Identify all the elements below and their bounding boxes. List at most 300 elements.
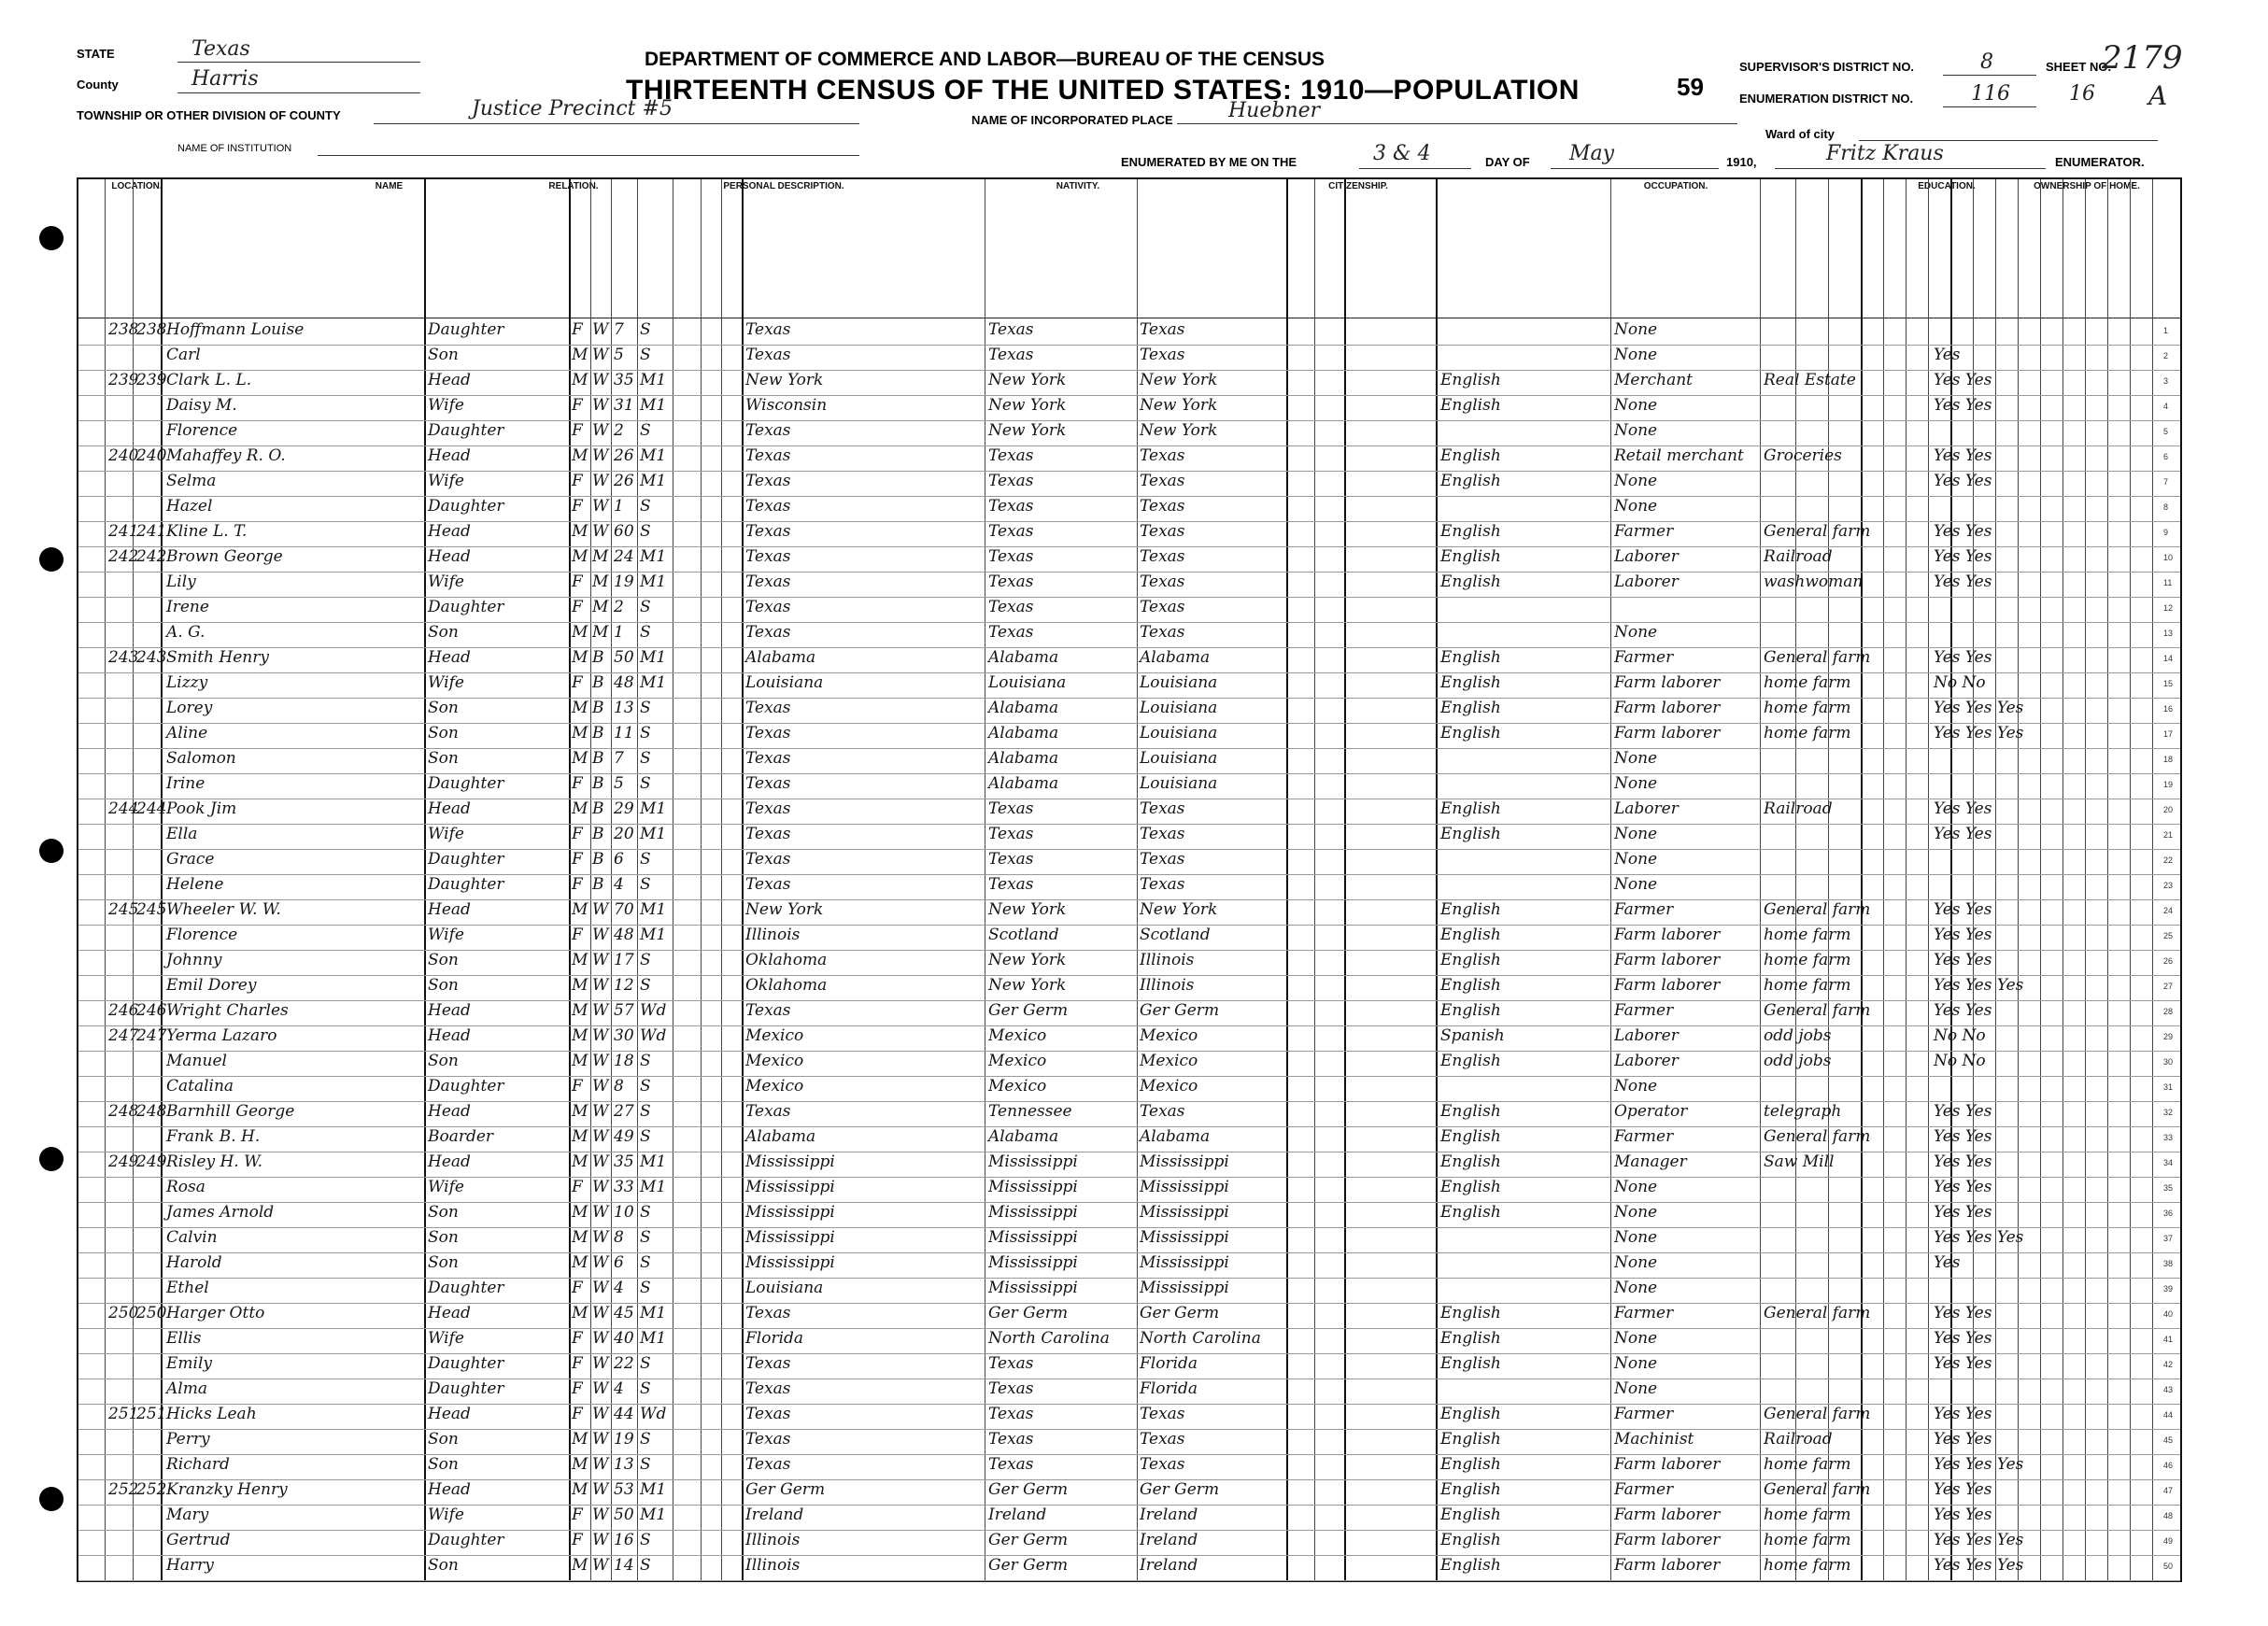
marital-status: M1 xyxy=(640,446,667,465)
race: W xyxy=(592,1052,609,1070)
person-name: Kline L. T. xyxy=(166,522,248,541)
dwelling-number xyxy=(108,496,135,517)
birthplace: Ger Germ xyxy=(745,1480,826,1499)
education: Yes Yes xyxy=(1934,547,1992,566)
industry: home farm xyxy=(1764,1455,1851,1474)
person-name: Mahaffey R. O. xyxy=(166,446,286,465)
mother-birthplace: Mississippi xyxy=(1140,1203,1229,1222)
age: 57 xyxy=(614,1001,634,1020)
mother-birthplace: Texas xyxy=(1140,825,1185,843)
birthplace: Texas xyxy=(745,421,791,440)
age: 4 xyxy=(614,1279,624,1297)
table-row xyxy=(78,824,2180,850)
ward-label: Ward of city xyxy=(1765,127,1835,141)
age: 29 xyxy=(614,799,634,818)
relation: Son xyxy=(428,951,459,969)
occupation: Laborer xyxy=(1614,1052,1679,1070)
language: English xyxy=(1440,951,1501,969)
race: B xyxy=(592,799,604,818)
relation: Son xyxy=(428,749,459,768)
age: 26 xyxy=(614,446,634,465)
sex: M xyxy=(572,371,588,389)
family-number xyxy=(136,345,163,366)
relation: Wife xyxy=(428,472,464,490)
birthplace: Florida xyxy=(745,1329,804,1348)
marital-status: S xyxy=(640,1556,651,1575)
occupation: None xyxy=(1614,497,1658,516)
education: Yes Yes xyxy=(1934,371,1992,389)
relation: Daughter xyxy=(428,875,504,894)
father-birthplace: New York xyxy=(988,900,1067,919)
dwelling-number xyxy=(108,1328,135,1350)
industry: General farm xyxy=(1764,648,1871,667)
education: Yes Yes Yes xyxy=(1934,699,2024,717)
mother-birthplace: Louisiana xyxy=(1140,699,1218,717)
group-relation: RELATION. xyxy=(548,181,599,191)
race: W xyxy=(592,1329,609,1348)
person-name: Manuel xyxy=(166,1052,227,1070)
dwelling-number: 243 xyxy=(108,648,139,667)
line-number: 14 xyxy=(2163,654,2174,663)
language xyxy=(1440,597,1609,618)
mother-birthplace: North Carolina xyxy=(1140,1329,1261,1348)
father-birthplace: Louisiana xyxy=(988,673,1067,692)
occupation: Farm laborer xyxy=(1614,1556,1721,1575)
occupation: Merchant xyxy=(1614,371,1693,389)
father-birthplace: Mexico xyxy=(988,1077,1047,1096)
occupation: Farm laborer xyxy=(1614,724,1721,742)
industry: home farm xyxy=(1764,699,1851,717)
language xyxy=(1440,1379,1609,1400)
race: W xyxy=(592,446,609,465)
table-row xyxy=(78,1051,2180,1077)
occupation: Farm laborer xyxy=(1614,951,1721,969)
father-birthplace: Texas xyxy=(988,346,1034,364)
table-row xyxy=(78,622,2180,648)
education xyxy=(1934,319,2064,341)
language xyxy=(1440,773,1609,795)
family-number xyxy=(136,723,163,744)
line-number: 18 xyxy=(2163,755,2174,764)
sex: F xyxy=(572,673,583,692)
age: 49 xyxy=(614,1127,634,1146)
family-number xyxy=(136,925,163,946)
father-birthplace: Alabama xyxy=(988,774,1059,793)
dwelling-number xyxy=(108,925,135,946)
table-row xyxy=(78,445,2180,472)
dwelling-number xyxy=(108,1076,135,1097)
birthplace: Alabama xyxy=(745,1127,816,1146)
table-row xyxy=(78,1530,2180,1556)
sex: M xyxy=(572,799,588,818)
language: English xyxy=(1440,1354,1501,1373)
education: Yes Yes xyxy=(1934,799,1992,818)
mother-birthplace: Texas xyxy=(1140,850,1185,869)
marital-status: Wd xyxy=(640,1026,667,1045)
father-birthplace: Mississippi xyxy=(988,1152,1078,1171)
sex: M xyxy=(572,1556,588,1575)
race: B xyxy=(592,875,604,894)
dwelling-number xyxy=(108,773,135,795)
family-number xyxy=(136,1126,163,1148)
group-location: LOCATION. xyxy=(111,181,163,191)
sex: M xyxy=(572,699,588,717)
family-number xyxy=(136,1202,163,1223)
dwelling-number: 242 xyxy=(108,547,139,566)
language: English xyxy=(1440,1052,1501,1070)
father-birthplace: Texas xyxy=(988,320,1034,339)
marital-status: S xyxy=(640,1228,651,1247)
marital-status: M1 xyxy=(640,1178,667,1196)
relation: Wife xyxy=(428,825,464,843)
table-row xyxy=(78,1454,2180,1480)
education: Yes Yes xyxy=(1934,522,1992,541)
occupation: None xyxy=(1614,1329,1658,1348)
birthplace: Ireland xyxy=(745,1506,804,1524)
relation: Daughter xyxy=(428,850,504,869)
birthplace: Louisiana xyxy=(745,1279,824,1297)
group-personal: PERSONAL DESCRIPTION. xyxy=(723,181,844,191)
occupation: Farmer xyxy=(1614,1405,1674,1423)
language xyxy=(1440,1252,1609,1274)
language: English xyxy=(1440,371,1501,389)
sex: F xyxy=(572,598,583,616)
relation: Head xyxy=(428,1304,471,1322)
age: 13 xyxy=(614,1455,634,1474)
relation: Daughter xyxy=(428,1354,504,1373)
family-number xyxy=(136,597,163,618)
dwelling-number: 241 xyxy=(108,522,139,541)
father-birthplace: Texas xyxy=(988,825,1034,843)
education xyxy=(1934,1379,2064,1400)
sex: M xyxy=(572,522,588,541)
education: Yes Yes xyxy=(1934,1178,1992,1196)
race: W xyxy=(592,1102,609,1121)
age: 22 xyxy=(614,1354,634,1373)
race: W xyxy=(592,1506,609,1524)
sex: F xyxy=(572,1354,583,1373)
age: 10 xyxy=(614,1203,634,1222)
race: W xyxy=(592,1354,609,1373)
father-birthplace: Texas xyxy=(988,598,1034,616)
table-row xyxy=(78,1278,2180,1304)
father-birthplace: Mexico xyxy=(988,1052,1047,1070)
race: W xyxy=(592,1026,609,1045)
mother-birthplace: New York xyxy=(1140,396,1218,415)
race: B xyxy=(592,673,604,692)
occupation: Farmer xyxy=(1614,900,1674,919)
occupation: None xyxy=(1614,320,1658,339)
occupation: Farmer xyxy=(1614,648,1674,667)
occupation: None xyxy=(1614,472,1658,490)
family-number xyxy=(136,1530,163,1551)
mother-birthplace: Ger Germ xyxy=(1140,1304,1220,1322)
person-name: Grace xyxy=(166,850,215,869)
race: W xyxy=(592,951,609,969)
father-birthplace: Texas xyxy=(988,497,1034,516)
line-number: 48 xyxy=(2163,1511,2174,1520)
birthplace: Texas xyxy=(745,875,791,894)
marital-status: M1 xyxy=(640,648,667,667)
marital-status: S xyxy=(640,724,651,742)
mother-birthplace: Texas xyxy=(1140,547,1185,566)
table-row xyxy=(78,1076,2180,1102)
marital-status: S xyxy=(640,1455,651,1474)
birthplace: Texas xyxy=(745,1430,791,1449)
mother-birthplace: Texas xyxy=(1140,573,1185,591)
occupation: None xyxy=(1614,1279,1658,1297)
occupation: None xyxy=(1614,1077,1658,1096)
race: W xyxy=(592,1304,609,1322)
marital-status: S xyxy=(640,1052,651,1070)
sex: F xyxy=(572,1279,583,1297)
industry: General farm xyxy=(1764,522,1871,541)
race: W xyxy=(592,1480,609,1499)
birthplace: Texas xyxy=(745,699,791,717)
language: English xyxy=(1440,1506,1501,1524)
line-number: 49 xyxy=(2163,1536,2174,1546)
sex: F xyxy=(572,421,583,440)
line-number: 25 xyxy=(2163,931,2174,940)
race: W xyxy=(592,1455,609,1474)
education: No No xyxy=(1934,1026,1986,1045)
education: Yes Yes xyxy=(1934,446,1992,465)
occupation: None xyxy=(1614,396,1658,415)
language: English xyxy=(1440,1430,1501,1449)
sex: F xyxy=(572,1531,583,1549)
age: 40 xyxy=(614,1329,634,1348)
dwelling-number xyxy=(108,723,135,744)
age: 48 xyxy=(614,926,634,944)
education: Yes Yes Yes xyxy=(1934,1556,2024,1575)
birthplace: Mississippi xyxy=(745,1178,835,1196)
industry: home farm xyxy=(1764,951,1851,969)
relation: Head xyxy=(428,1001,471,1020)
table-row xyxy=(78,395,2180,421)
education: Yes xyxy=(1934,1253,1961,1272)
industry xyxy=(1764,1252,1904,1274)
person-name: Ella xyxy=(166,825,198,843)
birthplace: Texas xyxy=(745,724,791,742)
occupation: Farm laborer xyxy=(1614,1506,1721,1524)
education xyxy=(1934,1278,2064,1299)
marital-status: M1 xyxy=(640,825,667,843)
language xyxy=(1440,874,1609,896)
dwelling-number xyxy=(108,1530,135,1551)
race: W xyxy=(592,1127,609,1146)
education: Yes Yes xyxy=(1934,926,1992,944)
table-row xyxy=(78,1152,2180,1178)
birthplace: Mississippi xyxy=(745,1253,835,1272)
person-name: Daisy M. xyxy=(166,396,237,415)
occupation: None xyxy=(1614,1379,1658,1398)
education: Yes Yes xyxy=(1934,1152,1992,1171)
dwelling-number xyxy=(108,672,135,694)
education: Yes Yes xyxy=(1934,1203,1992,1222)
birthplace: Texas xyxy=(745,774,791,793)
line-number: 16 xyxy=(2163,704,2174,714)
father-birthplace: Texas xyxy=(988,1405,1034,1423)
age: 19 xyxy=(614,573,634,591)
dwelling-number xyxy=(108,1126,135,1148)
relation: Daughter xyxy=(428,598,504,616)
table-row xyxy=(78,773,2180,799)
birthplace: Texas xyxy=(745,1405,791,1423)
dwelling-number: 240 xyxy=(108,446,139,465)
industry xyxy=(1764,496,1904,517)
age: 30 xyxy=(614,1026,634,1045)
age: 17 xyxy=(614,951,634,969)
mother-birthplace: Mississippi xyxy=(1140,1178,1229,1196)
dwelling-number: 246 xyxy=(108,1001,139,1020)
line-number: 12 xyxy=(2163,603,2174,613)
line-number: 33 xyxy=(2163,1133,2174,1142)
incorporated-value: Huebner xyxy=(1228,99,1321,122)
person-name: Lorey xyxy=(166,699,213,717)
father-birthplace: Texas xyxy=(988,1430,1034,1449)
occupation: Laborer xyxy=(1614,547,1679,566)
father-birthplace: Texas xyxy=(988,875,1034,894)
occupation: Machinist xyxy=(1614,1430,1694,1449)
father-birthplace: New York xyxy=(988,951,1067,969)
education: Yes Yes Yes xyxy=(1934,976,2024,995)
group-nativity: NATIVITY. xyxy=(1056,181,1100,191)
marital-status: S xyxy=(640,1430,651,1449)
relation: Son xyxy=(428,1430,459,1449)
mother-birthplace: Texas xyxy=(1140,875,1185,894)
education: Yes Yes xyxy=(1934,1304,1992,1322)
marital-status: S xyxy=(640,1253,651,1272)
father-birthplace: Mississippi xyxy=(988,1178,1078,1196)
sex: M xyxy=(572,976,588,995)
sex: F xyxy=(572,875,583,894)
marital-status: S xyxy=(640,1354,651,1373)
state-label: STATE xyxy=(77,47,115,61)
table-row xyxy=(78,420,2180,446)
marital-status: M1 xyxy=(640,1480,667,1499)
mother-birthplace: Florida xyxy=(1140,1354,1198,1373)
industry xyxy=(1764,1076,1904,1097)
race: W xyxy=(592,1077,609,1096)
person-name: Ellis xyxy=(166,1329,202,1348)
relation: Head xyxy=(428,1480,471,1499)
line-number: 40 xyxy=(2163,1309,2174,1319)
line-number: 21 xyxy=(2163,830,2174,840)
birthplace: Texas xyxy=(745,1379,791,1398)
age: 48 xyxy=(614,673,634,692)
education: No No xyxy=(1934,1052,1986,1070)
race: B xyxy=(592,724,604,742)
marital-status: S xyxy=(640,1279,651,1297)
father-birthplace: Texas xyxy=(988,573,1034,591)
table-row xyxy=(78,899,2180,926)
dwelling-number xyxy=(108,748,135,770)
line-number: 28 xyxy=(2163,1007,2174,1016)
dwelling-number xyxy=(108,874,135,896)
sex: M xyxy=(572,446,588,465)
occupation: Farmer xyxy=(1614,522,1674,541)
family-number: 252 xyxy=(136,1480,167,1499)
dwelling-number: 239 xyxy=(108,371,139,389)
language: English xyxy=(1440,1455,1501,1474)
line-number: 43 xyxy=(2163,1385,2174,1394)
industry xyxy=(1764,1278,1904,1299)
relation: Head xyxy=(428,799,471,818)
township-label: TOWNSHIP OR OTHER DIVISION OF COUNTY xyxy=(77,108,341,122)
age: 35 xyxy=(614,1152,634,1171)
age: 24 xyxy=(614,547,634,566)
table-row xyxy=(78,1101,2180,1127)
father-birthplace: Ger Germ xyxy=(988,1556,1069,1575)
enumerator-name: Fritz Kraus xyxy=(1826,142,1944,165)
birthplace: Texas xyxy=(745,1001,791,1020)
relation: Wife xyxy=(428,396,464,415)
dwelling-number: 238 xyxy=(108,320,139,339)
enumerator-label: ENUMERATOR. xyxy=(2055,155,2145,169)
occupation: Farm laborer xyxy=(1614,976,1721,995)
mother-birthplace: Illinois xyxy=(1140,976,1195,995)
sex: F xyxy=(572,497,583,516)
incorporated-label: NAME OF INCORPORATED PLACE xyxy=(971,113,1173,127)
dwelling-number xyxy=(108,849,135,870)
father-birthplace: Texas xyxy=(988,472,1034,490)
language xyxy=(1440,1076,1609,1097)
relation: Boarder xyxy=(428,1127,494,1146)
language xyxy=(1440,1227,1609,1249)
table-row xyxy=(78,1353,2180,1379)
occupation: Farmer xyxy=(1614,1001,1674,1020)
race: W xyxy=(592,371,609,389)
industry xyxy=(1764,748,1904,770)
person-name: Hoffmann Louise xyxy=(166,320,305,339)
birthplace: Texas xyxy=(745,522,791,541)
industry: home farm xyxy=(1764,926,1851,944)
father-birthplace: North Carolina xyxy=(988,1329,1110,1348)
birthplace: New York xyxy=(745,371,824,389)
marital-status: S xyxy=(640,951,651,969)
industry xyxy=(1764,345,1904,366)
language: English xyxy=(1440,1178,1501,1196)
father-birthplace: Mississippi xyxy=(988,1279,1078,1297)
age: 18 xyxy=(614,1052,634,1070)
person-name: Hicks Leah xyxy=(166,1405,257,1423)
sex: M xyxy=(572,648,588,667)
table-row xyxy=(78,319,2180,346)
mother-birthplace: Texas xyxy=(1140,472,1185,490)
mother-birthplace: Mexico xyxy=(1140,1052,1198,1070)
person-name: James Arnold xyxy=(166,1203,275,1222)
sex: F xyxy=(572,573,583,591)
industry: Railroad xyxy=(1764,547,1833,566)
sex: M xyxy=(572,1304,588,1322)
punch-hole xyxy=(39,1487,64,1511)
education: Yes Yes xyxy=(1934,900,1992,919)
line-number: 3 xyxy=(2163,376,2169,386)
line-number: 4 xyxy=(2163,402,2169,411)
birthplace: Mississippi xyxy=(745,1152,835,1171)
industry: Saw Mill xyxy=(1764,1152,1835,1171)
occupation: None xyxy=(1614,623,1658,642)
person-name: Irene xyxy=(166,598,209,616)
dwelling-number: 247 xyxy=(108,1026,139,1045)
mother-birthplace: Alabama xyxy=(1140,1127,1211,1146)
sex: F xyxy=(572,1077,583,1096)
relation: Wife xyxy=(428,1506,464,1524)
education: Yes Yes xyxy=(1934,825,1992,843)
dwelling-number: 249 xyxy=(108,1152,139,1171)
relation: Head xyxy=(428,547,471,566)
marital-status: M1 xyxy=(640,472,667,490)
